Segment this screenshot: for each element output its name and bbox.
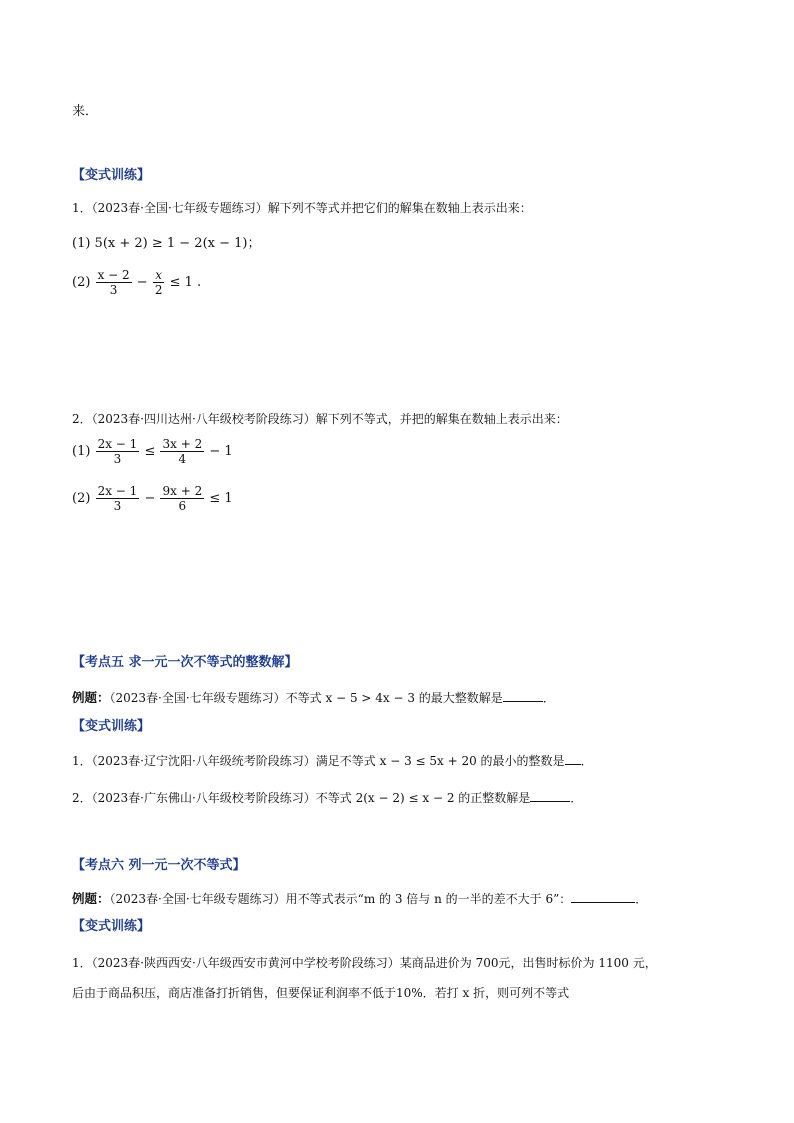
question-1-stem: 1．（2023春·全国·七年级专题练习）解下列不等式并把它们的解集在数轴上表示出来： [72,201,532,215]
question-1-part-2: (2) $\frac{x - 2}{3}$ − $\frac{x}{2}$ ≤ 1 . [72,268,202,297]
part-label: (2) [72,491,91,506]
section-5-practice-heading: 【变式训练】 [72,719,151,734]
section-5-heading: 【考点五 求一元一次不等式的整数解】 [72,655,298,670]
section-5-example: 例题：（2023春·全国·七年级专题练习）不等式 x − 5 > 4x − 3 的最大整数解是 ． [72,690,555,705]
answer-blank [503,688,543,702]
section-5-question-2: 2．（2023春·广东佛山·八年级校考阶段练习）不等式 2(x − 2) ≤ x − 2 的正整数解是 ． [72,788,582,807]
answer-blank [565,751,581,765]
section-6-practice-heading: 【变式训练】 [72,919,151,934]
question-2-stem: 2．（2023春·四川达州·八年级校考阶段练习）解下列不等式，并把的解集在数轴上表示出来： [72,412,568,426]
example-label: 例题： [72,891,110,906]
answer-blank [571,889,635,903]
section-6-heading: 【考点六 列一元一次不等式】 [72,858,246,873]
section-6-example: 例题：（2023春·全国·七年级专题练习）用不等式表示“m 的 3 倍与 n 的一半的差不大于 6”： ． [72,891,648,906]
section-5-question-1: 1．（2023春·辽宁沈阳·八年级统考阶段练习）满足不等式 x − 3 ≤ 5x + 20 的最小的整数是 ． [72,751,593,770]
fraction: $\frac{2x - 1}{3}$ [97,437,138,466]
expression-tail: ≤ 1 . [169,275,202,290]
part-label: (2) [72,275,91,290]
fraction: $\frac{3x + 2}{4}$ [162,437,203,466]
question-1-part-1: (1) 5(x + 2) ≥ 1 − 2(x − 1)； [72,236,261,251]
fraction: $\frac{x}{2}$ [154,268,163,297]
answer-blank [530,788,570,802]
fraction: $\frac{2x - 1}{3}$ [97,484,138,513]
fraction: $\frac{9x + 2}{6}$ [162,484,203,513]
section-6-question-1-line-2: 后由于商品积压，商店准备打折销售，但要保证利润率不低于10%．若打 x 折，则可列不等式 [72,986,570,1000]
expression-tail: ≤ 1 [209,491,233,506]
expression-tail: − 1 [209,444,233,459]
practice-heading: 【变式训练】 [72,168,151,183]
example-label: 例题： [72,690,110,705]
section-6-question-1-line-1: 1．（2023春·陕西西安·八年级西安市黄河中学校考阶段练习）某商品进价为 700元，出售时标价为 1100 元， [72,956,657,970]
continued-text: 来． [72,104,99,119]
part-label: (1) [72,444,91,459]
question-2-part-1: (1) $\frac{2x - 1}{3}$ ≤ $\frac{3x + 2}{4}$ − 1 [72,437,233,466]
question-2-part-2: (2) $\frac{2x - 1}{3}$ − $\frac{9x + 2}{6}$ ≤ 1 [72,484,233,513]
fraction: $\frac{x - 2}{3}$ [97,268,130,297]
